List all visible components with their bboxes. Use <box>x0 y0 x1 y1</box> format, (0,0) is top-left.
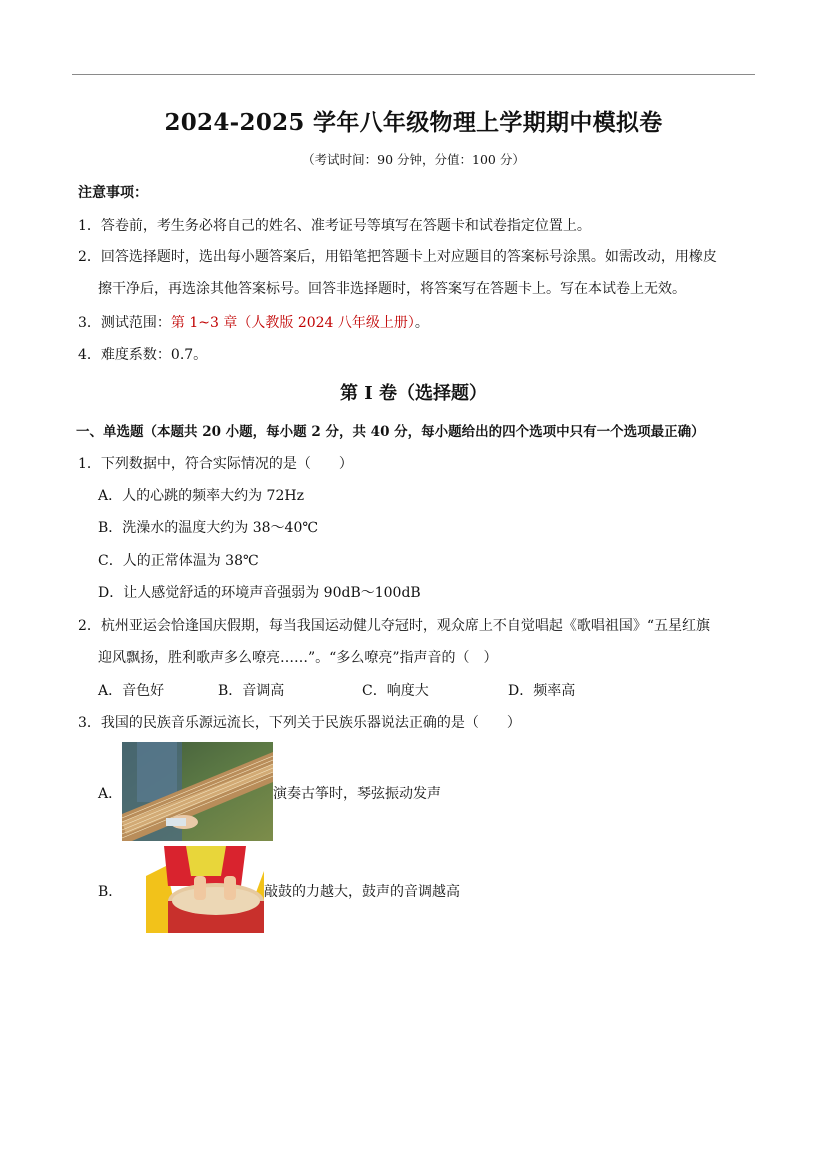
note-item-3 <box>78 312 429 332</box>
note-item-2: 2．回答选择题时，选出每小题答案后，用铅笔把答题卡上对应题目的答案标号涂黑。如需改动，用橡皮 <box>78 249 717 265</box>
q2-option-b: B．音调高 <box>218 683 285 699</box>
exam-title: 2024-2025 学年八年级物理上学期期中模拟卷 <box>164 109 663 136</box>
q1-option-c: C．人的正常体温为 38℃ <box>98 553 259 569</box>
q2-option-c: C．响度大 <box>362 683 429 699</box>
q2-option-a: A．音色好 <box>98 683 165 699</box>
q3-option-a-label: A． <box>98 786 123 802</box>
q3-option-b-text: 敲鼓的力越大，鼓声的音调越高 <box>264 884 460 900</box>
section-title: 第 I 卷（选择题） <box>340 383 487 404</box>
q3-option-b-label: B． <box>98 884 123 900</box>
part-heading: 一、单选题（本题共 20 小题，每小题 2 分，共 40 分，每小题给出的四个选项中只有一个选项最正确） <box>76 424 705 440</box>
q1-option-d: D．让人感觉舒适的环境声音强弱为 90dB～100dB <box>98 585 421 601</box>
header-rule <box>72 74 755 75</box>
q2-option-d: D．频率高 <box>508 683 576 699</box>
exam-subtitle: （考试时间：90 分钟，分值：100 分） <box>302 152 525 167</box>
q1-option-a: A．人的心跳的频率大约为 72Hz <box>98 488 304 504</box>
q3-stem: 3．我国的民族音乐源远流长，下列关于民族乐器说法正确的是（ ） <box>78 715 521 731</box>
q3-option-a-text: 演奏古筝时，琴弦振动发声 <box>273 786 441 802</box>
drum-image <box>146 846 264 933</box>
guzheng-image <box>122 742 273 841</box>
q1-option-b: B．洗澡水的温度大约为 38～40℃ <box>98 520 319 536</box>
note-item-2-cont: 擦干净后，再选涂其他答案标号。回答非选择题时，将答案写在答题卡上。写在本试卷上无效。 <box>98 281 686 297</box>
notes-heading: 注意事项： <box>78 185 148 201</box>
test-range: 第 1~3 章（人教版 2024 八年级上册） <box>170 315 415 331</box>
q2-stem-line1: 2．杭州亚运会恰逢国庆假期，每当我国运动健儿夺冠时，观众席上不自觉唱起《歌唱祖国》“五星红旗 <box>78 618 711 634</box>
q1-stem: 1．下列数据中，符合实际情况的是（ ） <box>78 456 353 472</box>
q2-stem-line2: 迎风飘扬，胜利歌声多么嘹亮……”。“多么嘹亮”指声音的（ ） <box>98 650 498 666</box>
note-item-3-suffix: 。 <box>414 315 429 331</box>
note-item-1: 1．答卷前，考生务必将自己的姓名、准考证号等填写在答题卡和试卷指定位置上。 <box>78 218 591 234</box>
note-item-3-prefix: 3．测试范围： <box>78 315 171 331</box>
note-item-4: 4．难度系数：0.7。 <box>78 347 208 363</box>
